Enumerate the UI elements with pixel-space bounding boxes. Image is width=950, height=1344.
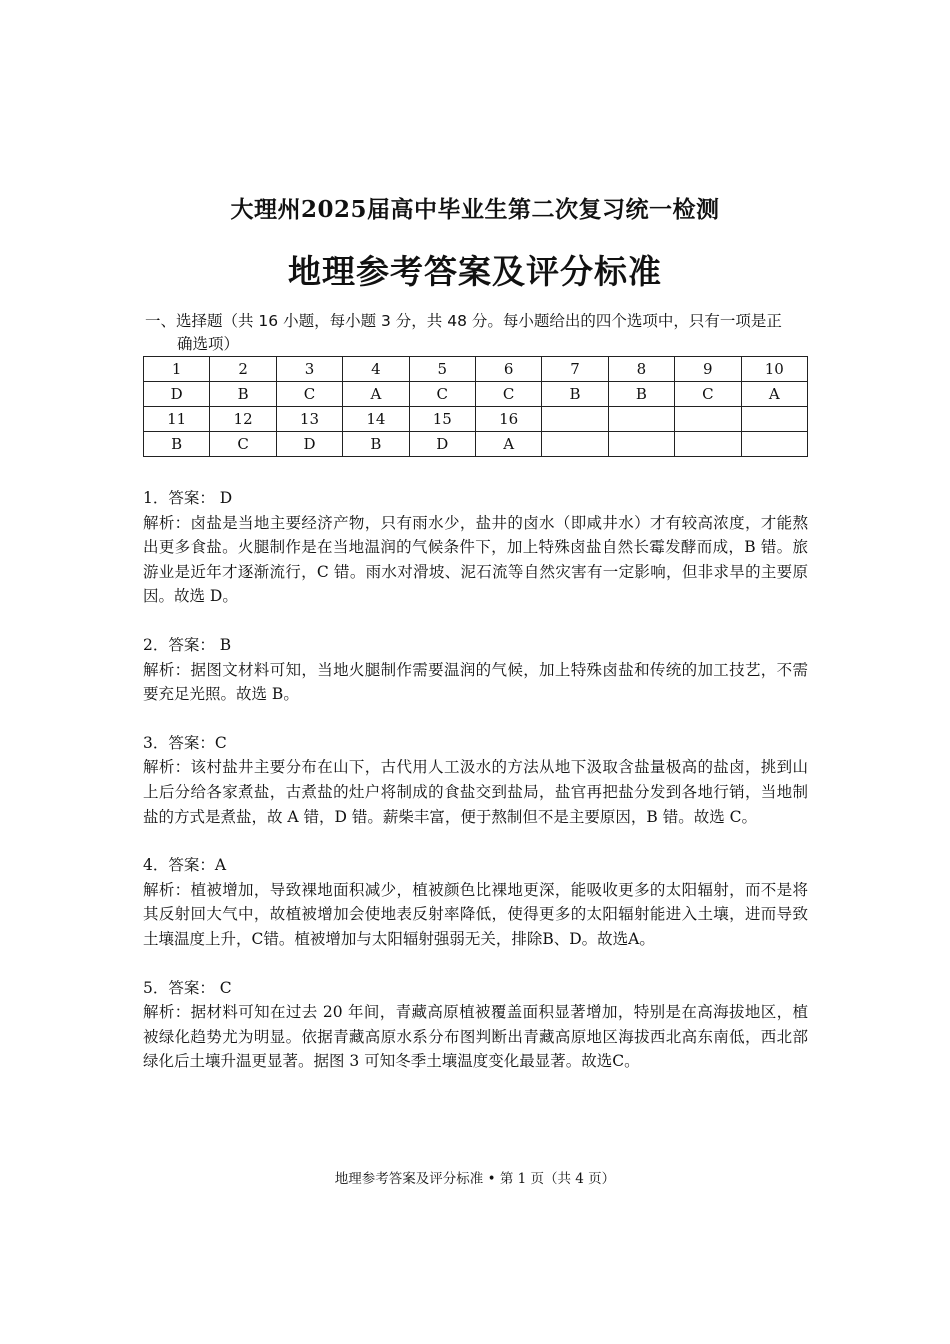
table-cell: 10 [741, 357, 807, 382]
table-cell: 2 [210, 357, 276, 382]
table-cell: C [276, 382, 342, 407]
section-heading-line1: 一、选择题（共 16 小题，每小题 3 分，共 48 分。每小题给出的四个选项中，只有一项是正 [145, 312, 782, 330]
table-cell: A [741, 382, 807, 407]
table-cell [741, 432, 807, 457]
table-cell: B [343, 432, 409, 457]
table-cell [542, 432, 608, 457]
table-cell: C [475, 382, 541, 407]
answer-block-3 [143, 731, 808, 829]
table-cell: C [675, 382, 741, 407]
table-cell: B [144, 432, 210, 457]
answer-block-5 [143, 976, 808, 1074]
table-row [144, 432, 808, 457]
table-cell: D [409, 432, 475, 457]
section-heading [145, 310, 815, 356]
table-row [144, 407, 808, 432]
table-cell: 15 [409, 407, 475, 432]
analysis-text: 解析：该村盐井主要分布在山下，古代用人工汲水的方法从地下汲取含盐量极高的盐卤，挑到山上后分给各家煮盐，古煮盐的灶户将制成的食盐交到盐局，盐官再把盐分发到各地行销，当地制盐的方式是煮盐，故 A 错，D 错。薪柴丰富，便于熬制但不是主要原因，B 错。故选 C。 [143, 758, 808, 826]
answer-line: 1．答案： D [143, 489, 233, 507]
section-heading-line2: 确选项） [177, 335, 240, 353]
table-cell: 4 [343, 357, 409, 382]
table-cell: 14 [343, 407, 409, 432]
answer-block-2 [143, 633, 808, 707]
table-cell: 13 [276, 407, 342, 432]
table-row [144, 357, 808, 382]
answer-line: 3．答案：C [143, 733, 227, 752]
table-cell: A [475, 432, 541, 457]
table-cell: 12 [210, 407, 276, 432]
table-cell [675, 407, 741, 432]
answer-table [143, 356, 808, 457]
document-title: 地理参考答案及评分标准 [288, 252, 662, 291]
table-cell: 3 [276, 357, 342, 382]
table-cell: 7 [542, 357, 608, 382]
table-cell: C [409, 382, 475, 407]
table-cell: A [343, 382, 409, 407]
analysis-text: 解析：据材料可知在过去 20 年间，青藏高原植被覆盖面积显著增加，特别是在高海拔地区，植被绿化趋势尤为明显。依据青藏高原水系分布图判断出青藏高原地区海拔西北高东南低，西北部绿化后土壤升温更显著。据图 3 可知冬季土壤温度变化最显著。故选C。 [143, 1003, 808, 1071]
table-cell: D [276, 432, 342, 457]
table-cell: 1 [144, 357, 210, 382]
table-cell: 11 [144, 407, 210, 432]
table-cell: 5 [409, 357, 475, 382]
table-cell: 16 [475, 407, 541, 432]
table-cell [608, 407, 674, 432]
answer-line: 4．答案：A [143, 856, 227, 875]
exam-title: 大理州2025届高中毕业生第二次复习统一检测 [230, 196, 720, 223]
analysis-text: 解析：据图文材料可知，当地火腿制作需要温润的气候，加上特殊卤盐和传统的加工技艺，不需要充足光照。故选 B。 [143, 660, 808, 704]
table-cell [542, 407, 608, 432]
table-cell: C [210, 432, 276, 457]
answer-block-4 [143, 853, 808, 951]
table-cell: 9 [675, 357, 741, 382]
answer-line: 5．答案： C [143, 978, 232, 997]
table-cell: B [542, 382, 608, 407]
analysis-text: 解析：卤盐是当地主要经济产物，只有雨水少，盐井的卤水（即咸井水）才有较高浓度，才能熬出更多食盐。火腿制作是在当地温润的气候条件下，加上特殊卤盐自然长霉发酵而成，B 错。旅游业是近年才逐渐流行，C 错。雨水对滑坡、泥石流等自然灾害有一定影响，但非求旱的主要原因。故选 D。 [143, 513, 808, 606]
table-cell: 6 [475, 357, 541, 382]
answers-section [143, 486, 808, 1098]
table-cell [741, 407, 807, 432]
answer-block-1 [143, 486, 808, 609]
table-cell: B [210, 382, 276, 407]
table-cell [675, 432, 741, 457]
table-cell: D [144, 382, 210, 407]
table-cell: B [608, 382, 674, 407]
analysis-text: 解析：植被增加，导致裸地面积减少，植被颜色比裸地更深，能吸收更多的太阳辐射，而不是将其反射回大气中，故植被增加会使地表反射率降低，使得更多的太阳辐射能进入土壤，进而导致土壤温度上升，C错。植被增加与太阳辐射强弱无关，排除B、D。故选A。 [143, 880, 808, 948]
table-cell: 8 [608, 357, 674, 382]
answer-line: 2．答案： B [143, 635, 232, 654]
table-row [144, 382, 808, 407]
table-cell [608, 432, 674, 457]
page-footer: 地理参考答案及评分标准 • 第 1 页（共 4 页） [334, 1171, 616, 1187]
